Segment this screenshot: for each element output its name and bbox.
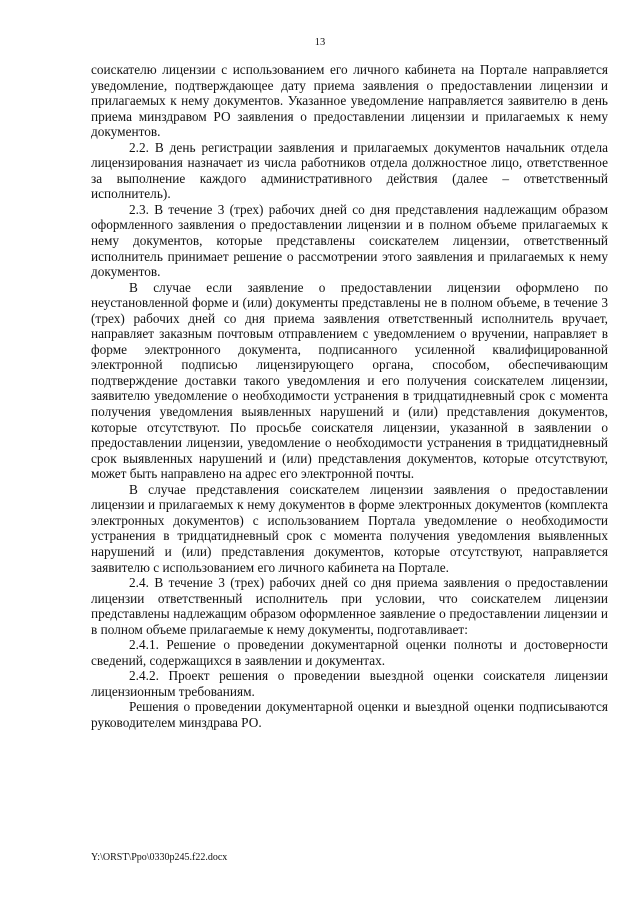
paragraph: соискателю лицензии с использованием его личного кабинета на Портале направляется уведомление, подтверждающее дату приема заявления о предоставлении лицензии и прилагаемых к нему документов. Указанное уведомление направляется заявителю в день приема минздравом РО заявления о предоставлении лицензии и прилагаемых к нему документов.: [91, 62, 608, 140]
paragraph: В случае если заявление о предоставлении лицензии оформлено по неустановленной форме и (или) документы представлены не в полном объеме, в течение 3 (трех) рабочих дней со дня приема заявления ответственный исполнитель вручает, направляет заказным почтовым отправлением с уведомлением о вручении, направляет в форме электронного документа, подписанного усиленной квалифицированной электронной подписью лицензирующего органа, способом, обеспечивающим подтверждение доставки такого уведомления и его получения соискателем лицензии, заявителю уведомление о необходимости устранения в тридцатидневный срок с момента получения уведомления выявленных нарушений и (или) представления документов, которые отсутствуют. По просьбе соискателя лицензии, указанной в заявлении о предоставлении лицензии, уведомление о необходимости устранения в тридцатидневный срок выявленных нарушений и (или) представления документов, которые отсутствуют, может быть направлено на адрес его электронной почты.: [91, 279, 608, 482]
paragraph: В случае представления соискателем лицензии заявления о предоставлении лицензии и прилагаемых к нему документов в форме электронных документов (комплекта электронных документов) с использованием Портала уведомление о необходимости устранения в тридцатидневный срок с момента получения уведомления выявленных нарушений и (или) представления документов, которые отсутствуют, направляется заявителю с использованием его личного кабинета на Портале.: [91, 481, 608, 575]
paragraph: 2.4.2. Проект решения о проведении выездной оценки соискателя лицензии лицензионным требованиям.: [91, 668, 608, 699]
paragraph: 2.2. В день регистрации заявления и прилагаемых документов начальник отдела лицензирования назначает из числа работников отдела должностное лицо, ответственное за выполнение каждого административного действия (далее – ответственный исполнитель).: [91, 139, 608, 202]
document-body: [91, 62, 608, 731]
footer-file-path: Y:\ORST\Ppo\0330p245.f22.docx: [91, 852, 228, 863]
paragraph: 2.4.1. Решение о проведении документарной оценки полноты и достоверности сведений, содержащихся в заявлении и документах.: [91, 637, 608, 668]
page-number: 13: [314, 37, 326, 48]
paragraph: 2.4. В течение 3 (трех) рабочих дней со дня приема заявления о предоставлении лицензии ответственный исполнитель при условии, что соискателем лицензии представлены надлежащим образом оформленное заявление о предоставлении лицензии и в полном объеме прилагаемые к нему документы, подготавливает:: [91, 575, 608, 637]
paragraph: 2.3. В течение 3 (трех) рабочих дней со дня представления надлежащим образом оформленного заявления о предоставлении лицензии и в полном объеме прилагаемых к нему документов, которые представлены соискателем лицензии, ответственный исполнитель принимает решение о рассмотрении этого заявления и прилагаемых к нему документов.: [91, 201, 608, 280]
paragraph: Решения о проведении документарной оценки и выездной оценки подписываются руководителем минздрава РО.: [91, 699, 608, 730]
